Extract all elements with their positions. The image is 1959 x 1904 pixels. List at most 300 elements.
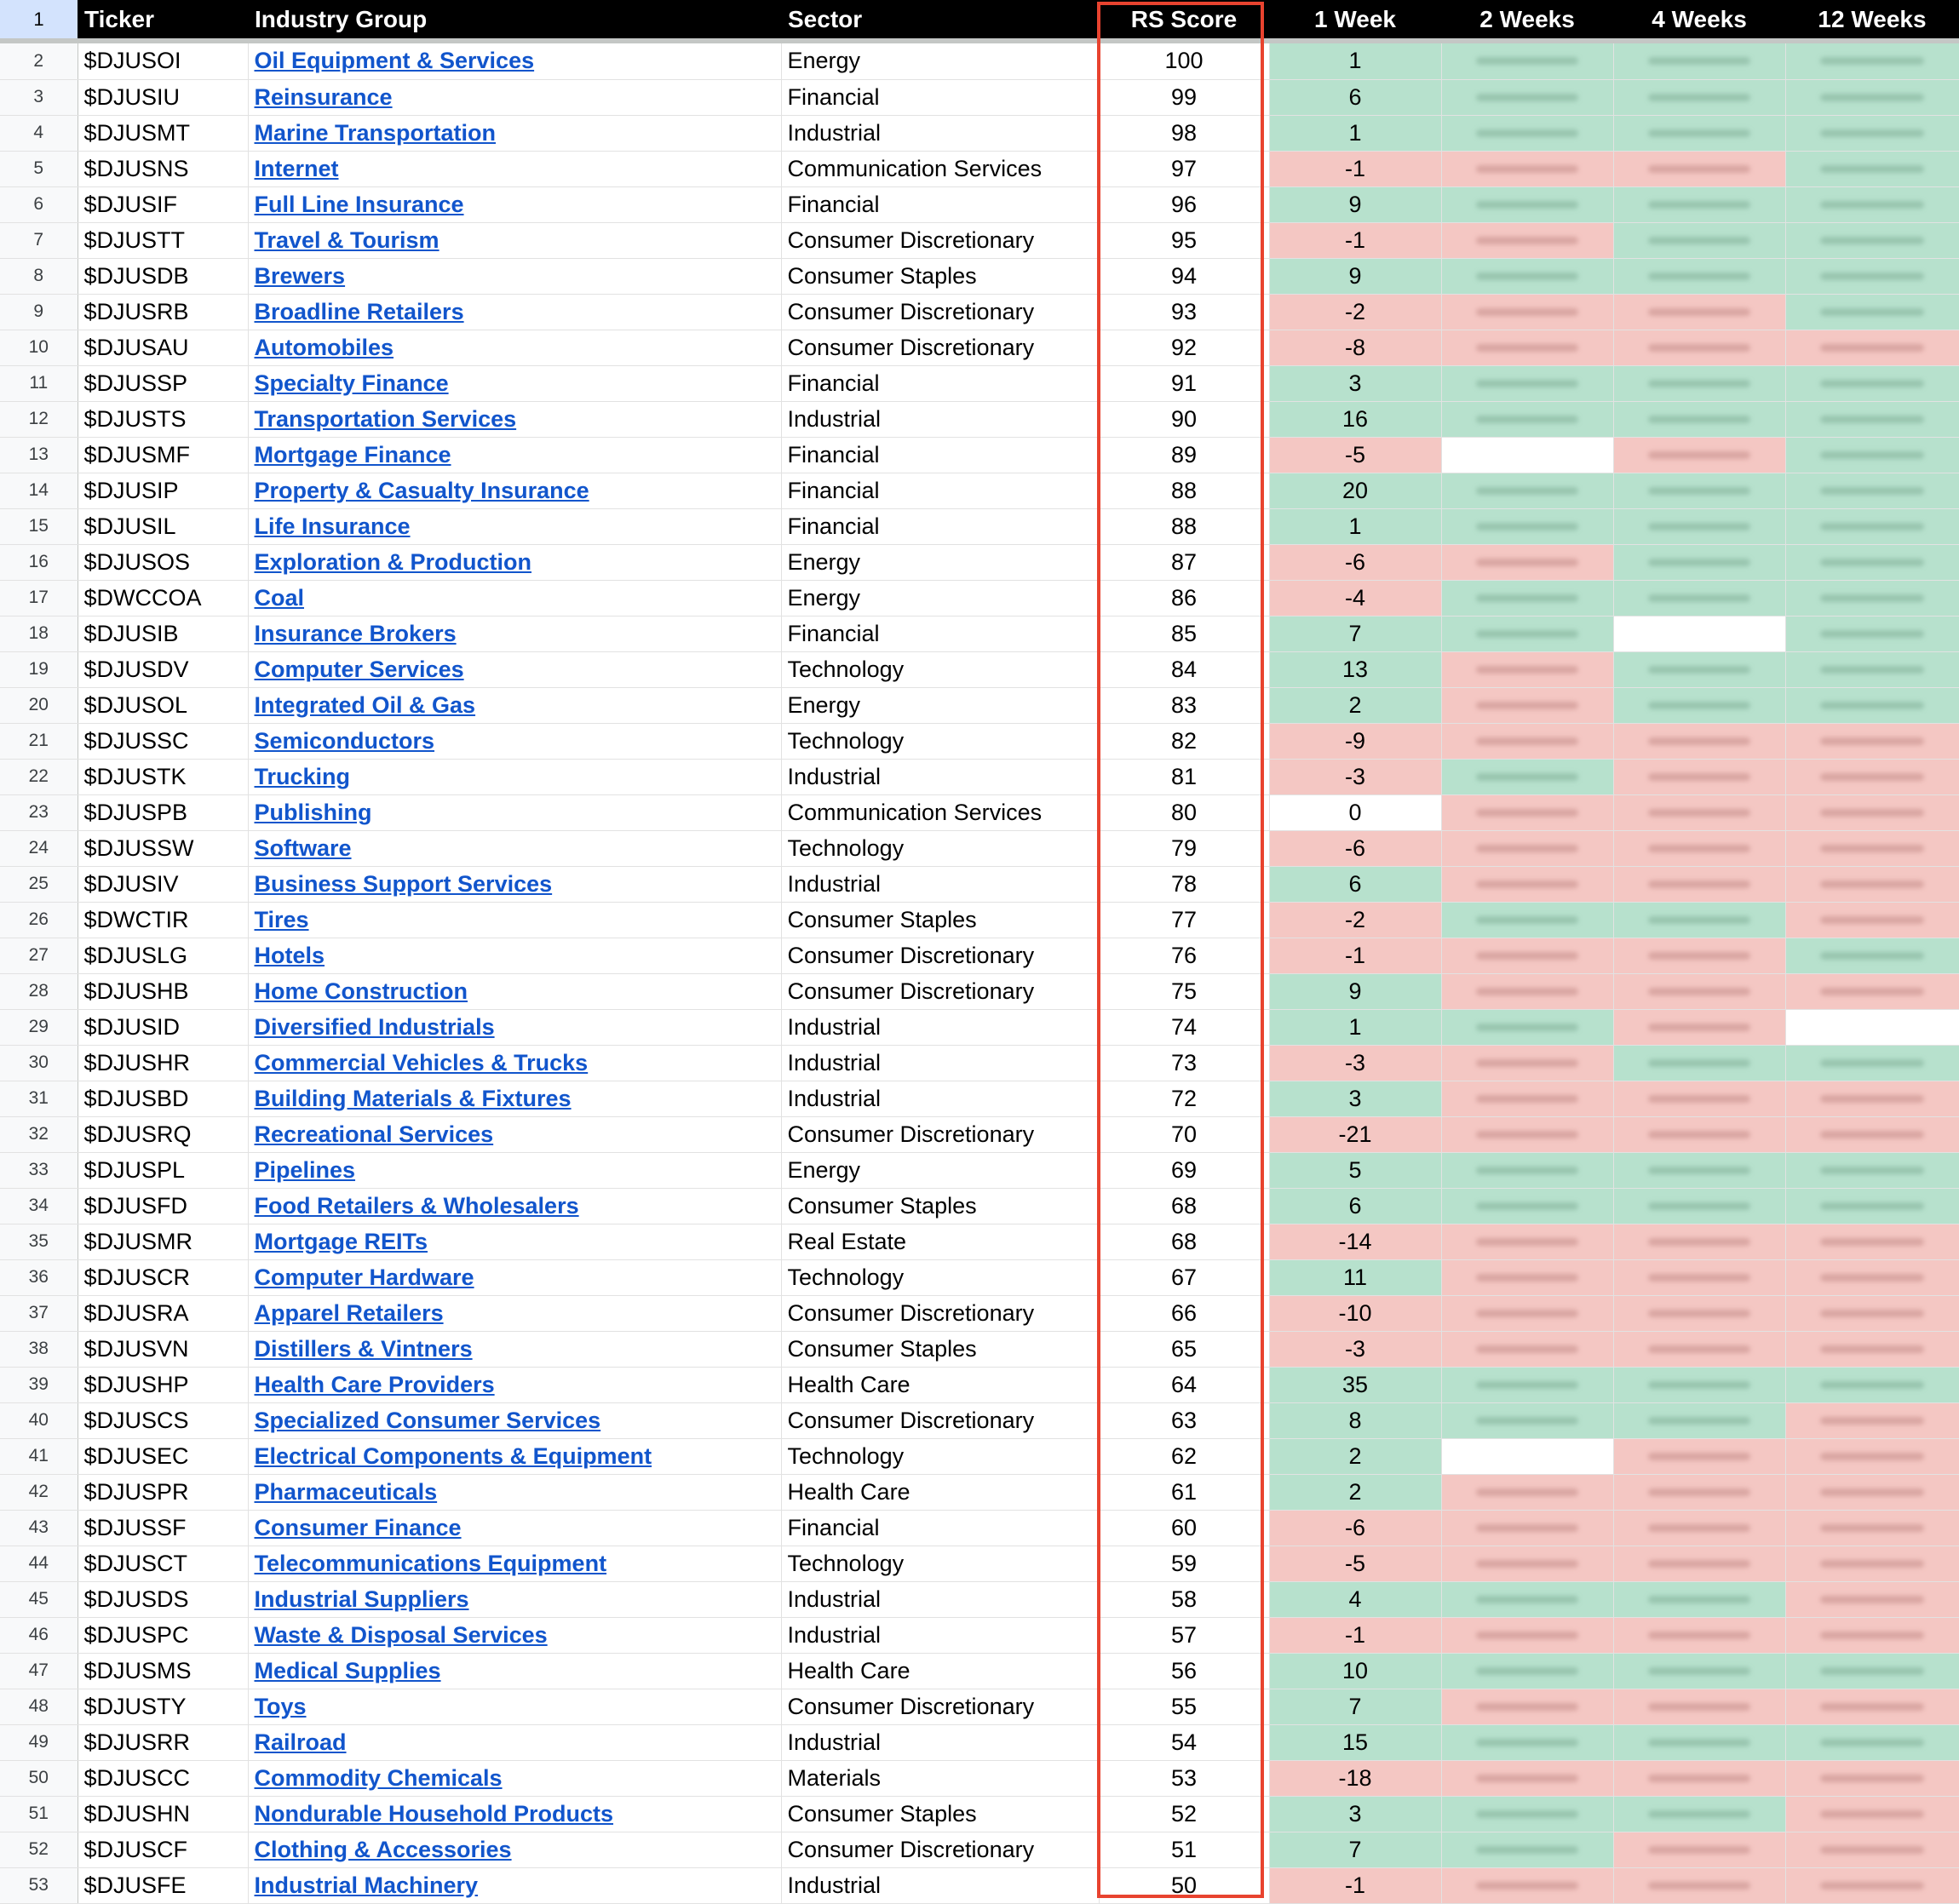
- ticker-cell[interactable]: $DJUSPR: [78, 1474, 248, 1510]
- weeks4-change-cell[interactable]: [1613, 1510, 1785, 1546]
- ticker-cell[interactable]: $DJUSMF: [78, 437, 248, 473]
- industry-group-cell[interactable]: [248, 1045, 781, 1081]
- weeks12-change-cell[interactable]: [1785, 401, 1959, 437]
- week1-change-cell[interactable]: 3: [1269, 1081, 1441, 1116]
- industry-group-cell[interactable]: [248, 759, 781, 794]
- weeks4-change-cell[interactable]: [1613, 1367, 1785, 1402]
- industry-group-cell[interactable]: [248, 186, 781, 222]
- rs-score-cell[interactable]: 84: [1099, 651, 1269, 687]
- industry-group-cell[interactable]: [248, 508, 781, 544]
- weeks4-change-cell[interactable]: [1613, 759, 1785, 794]
- rs-score-cell[interactable]: 94: [1099, 258, 1269, 294]
- weeks2-change-cell[interactable]: [1441, 651, 1613, 687]
- sector-cell[interactable]: Financial: [781, 473, 1099, 508]
- weeks2-change-cell[interactable]: [1441, 580, 1613, 616]
- sector-cell[interactable]: Communication Services: [781, 151, 1099, 186]
- rs-score-cell[interactable]: 83: [1099, 687, 1269, 723]
- industry-group-cell[interactable]: [248, 938, 781, 973]
- weeks12-change-cell[interactable]: [1785, 1617, 1959, 1653]
- sector-cell[interactable]: Financial: [781, 186, 1099, 222]
- sector-cell[interactable]: Consumer Discretionary: [781, 1832, 1099, 1867]
- ticker-cell[interactable]: $DJUSSF: [78, 1510, 248, 1546]
- ticker-cell[interactable]: $DJUSOS: [78, 544, 248, 580]
- industry-group-cell[interactable]: [248, 1331, 781, 1367]
- weeks2-change-cell[interactable]: [1441, 1295, 1613, 1331]
- rs-score-cell[interactable]: 85: [1099, 616, 1269, 651]
- rs-score-cell[interactable]: 51: [1099, 1832, 1269, 1867]
- weeks12-change-cell[interactable]: [1785, 508, 1959, 544]
- rs-score-cell[interactable]: 80: [1099, 794, 1269, 830]
- row-number[interactable]: 25: [0, 866, 78, 902]
- weeks2-change-cell[interactable]: [1441, 508, 1613, 544]
- weeks4-change-cell[interactable]: [1613, 186, 1785, 222]
- row-number[interactable]: 34: [0, 1188, 78, 1224]
- industry-group-cell[interactable]: [248, 437, 781, 473]
- rs-score-cell[interactable]: 67: [1099, 1259, 1269, 1295]
- industry-group-cell[interactable]: [248, 1832, 781, 1867]
- industry-group-link[interactable]: Trucking: [254, 763, 351, 789]
- rs-score-cell[interactable]: 69: [1099, 1152, 1269, 1188]
- rs-score-cell[interactable]: 70: [1099, 1116, 1269, 1152]
- week1-change-cell[interactable]: 11: [1269, 1259, 1441, 1295]
- week1-change-cell[interactable]: 15: [1269, 1724, 1441, 1760]
- row-number[interactable]: 23: [0, 794, 78, 830]
- sector-cell[interactable]: Industrial: [781, 1617, 1099, 1653]
- weeks2-change-cell[interactable]: [1441, 1116, 1613, 1152]
- weeks4-change-cell[interactable]: [1613, 1796, 1785, 1832]
- rs-score-cell[interactable]: 75: [1099, 973, 1269, 1009]
- ticker-cell[interactable]: $DJUSTY: [78, 1689, 248, 1724]
- sector-cell[interactable]: Real Estate: [781, 1224, 1099, 1259]
- sector-cell[interactable]: Financial: [781, 365, 1099, 401]
- rs-score-cell[interactable]: 73: [1099, 1045, 1269, 1081]
- rs-score-cell[interactable]: 68: [1099, 1224, 1269, 1259]
- ticker-cell[interactable]: $DJUSCF: [78, 1832, 248, 1867]
- weeks4-header[interactable]: 4 Weeks: [1613, 0, 1785, 38]
- weeks4-change-cell[interactable]: [1613, 973, 1785, 1009]
- weeks4-change-cell[interactable]: [1613, 294, 1785, 330]
- industry-group-link[interactable]: Telecommunications Equipment: [254, 1550, 607, 1576]
- week1-change-cell[interactable]: -6: [1269, 1510, 1441, 1546]
- row-number[interactable]: 9: [0, 294, 78, 330]
- weeks2-change-cell[interactable]: [1441, 1081, 1613, 1116]
- rs-score-cell[interactable]: 66: [1099, 1295, 1269, 1331]
- sector-cell[interactable]: Energy: [781, 43, 1099, 79]
- weeks4-change-cell[interactable]: [1613, 401, 1785, 437]
- ticker-cell[interactable]: $DJUSRB: [78, 294, 248, 330]
- week1-change-cell[interactable]: 0: [1269, 794, 1441, 830]
- week1-change-cell[interactable]: 3: [1269, 1796, 1441, 1832]
- row-number[interactable]: 24: [0, 830, 78, 866]
- weeks2-change-cell[interactable]: [1441, 1867, 1613, 1903]
- industry-group-link[interactable]: Industrial Suppliers: [254, 1586, 469, 1612]
- industry-group-cell[interactable]: [248, 1116, 781, 1152]
- sector-cell[interactable]: Financial: [781, 79, 1099, 115]
- industry-group-link[interactable]: Travel & Tourism: [254, 227, 439, 253]
- sector-cell[interactable]: Consumer Discretionary: [781, 1295, 1099, 1331]
- row-number[interactable]: 49: [0, 1724, 78, 1760]
- industry-group-link[interactable]: Brewers: [254, 262, 346, 289]
- rs-score-cell[interactable]: 91: [1099, 365, 1269, 401]
- industry-group-cell[interactable]: [248, 580, 781, 616]
- week1-change-cell[interactable]: 10: [1269, 1653, 1441, 1689]
- industry-group-link[interactable]: Hotels: [254, 942, 325, 968]
- industry-group-link[interactable]: Integrated Oil & Gas: [254, 691, 476, 718]
- sector-cell[interactable]: Technology: [781, 830, 1099, 866]
- weeks4-change-cell[interactable]: [1613, 1724, 1785, 1760]
- industry-group-cell[interactable]: [248, 723, 781, 759]
- sector-cell[interactable]: Energy: [781, 1152, 1099, 1188]
- industry-group-cell[interactable]: [248, 1152, 781, 1188]
- weeks2-change-cell[interactable]: [1441, 1546, 1613, 1581]
- industry-group-cell[interactable]: [248, 902, 781, 938]
- industry-group-cell[interactable]: [248, 1367, 781, 1402]
- row-number[interactable]: 38: [0, 1331, 78, 1367]
- weeks2-change-cell[interactable]: [1441, 79, 1613, 115]
- weeks12-change-cell[interactable]: [1785, 1152, 1959, 1188]
- weeks4-change-cell[interactable]: [1613, 1581, 1785, 1617]
- weeks4-change-cell[interactable]: [1613, 1259, 1785, 1295]
- rs-score-cell[interactable]: 86: [1099, 580, 1269, 616]
- week1-change-cell[interactable]: 8: [1269, 1402, 1441, 1438]
- industry-group-cell[interactable]: [248, 794, 781, 830]
- weeks4-change-cell[interactable]: [1613, 473, 1785, 508]
- row-number[interactable]: 50: [0, 1760, 78, 1796]
- rs-score-cell[interactable]: 89: [1099, 437, 1269, 473]
- industry-group-cell[interactable]: [248, 1867, 781, 1903]
- row-number[interactable]: 12: [0, 401, 78, 437]
- industry-group-link[interactable]: Food Retailers & Wholesalers: [254, 1192, 579, 1219]
- industry-group-link[interactable]: Mortgage REITs: [254, 1228, 428, 1254]
- row-number[interactable]: 51: [0, 1796, 78, 1832]
- weeks4-change-cell[interactable]: [1613, 1546, 1785, 1581]
- weeks4-change-cell[interactable]: [1613, 1474, 1785, 1510]
- row-number[interactable]: 40: [0, 1402, 78, 1438]
- week1-change-cell[interactable]: 20: [1269, 473, 1441, 508]
- sector-cell[interactable]: Consumer Discretionary: [781, 1689, 1099, 1724]
- weeks2-change-cell[interactable]: [1441, 1796, 1613, 1832]
- row-number[interactable]: 41: [0, 1438, 78, 1474]
- weeks2-change-cell[interactable]: [1441, 1438, 1613, 1474]
- rs-score-cell[interactable]: 77: [1099, 902, 1269, 938]
- weeks12-change-cell[interactable]: [1785, 651, 1959, 687]
- sector-cell[interactable]: Consumer Discretionary: [781, 294, 1099, 330]
- industry-group-link[interactable]: Consumer Finance: [254, 1514, 462, 1540]
- industry-group-cell[interactable]: [248, 1581, 781, 1617]
- industry-group-cell[interactable]: [248, 544, 781, 580]
- ticker-cell[interactable]: $DJUSLG: [78, 938, 248, 973]
- week1-change-cell[interactable]: -2: [1269, 902, 1441, 938]
- week1-change-cell[interactable]: 7: [1269, 1832, 1441, 1867]
- rs-score-cell[interactable]: 50: [1099, 1867, 1269, 1903]
- weeks2-change-cell[interactable]: [1441, 616, 1613, 651]
- row-number-header[interactable]: 1: [0, 0, 78, 38]
- sector-cell[interactable]: Technology: [781, 1259, 1099, 1295]
- row-number[interactable]: 44: [0, 1546, 78, 1581]
- row-number[interactable]: 19: [0, 651, 78, 687]
- weeks4-change-cell[interactable]: [1613, 437, 1785, 473]
- weeks2-change-cell[interactable]: [1441, 1581, 1613, 1617]
- weeks4-change-cell[interactable]: [1613, 902, 1785, 938]
- week1-change-cell[interactable]: 1: [1269, 115, 1441, 151]
- weeks12-change-cell[interactable]: [1785, 1867, 1959, 1903]
- ticker-cell[interactable]: $DJUSDV: [78, 651, 248, 687]
- industry-group-cell[interactable]: [248, 1402, 781, 1438]
- industry-group-cell[interactable]: [248, 866, 781, 902]
- weeks12-change-cell[interactable]: [1785, 473, 1959, 508]
- weeks2-change-cell[interactable]: [1441, 544, 1613, 580]
- sector-cell[interactable]: Health Care: [781, 1653, 1099, 1689]
- weeks2-change-cell[interactable]: [1441, 1402, 1613, 1438]
- row-number[interactable]: 52: [0, 1832, 78, 1867]
- weeks2-change-cell[interactable]: [1441, 1617, 1613, 1653]
- industry-group-link[interactable]: Semiconductors: [254, 727, 435, 754]
- sector-cell[interactable]: Consumer Discretionary: [781, 330, 1099, 365]
- sector-cell[interactable]: Energy: [781, 580, 1099, 616]
- ticker-cell[interactable]: $DJUSFD: [78, 1188, 248, 1224]
- industry-group-link[interactable]: Nondurable Household Products: [254, 1800, 614, 1827]
- ticker-cell[interactable]: $DJUSEC: [78, 1438, 248, 1474]
- row-number[interactable]: 20: [0, 687, 78, 723]
- row-number[interactable]: 13: [0, 437, 78, 473]
- ticker-cell[interactable]: $DJUSMR: [78, 1224, 248, 1259]
- ticker-cell[interactable]: $DJUSIF: [78, 186, 248, 222]
- weeks2-change-cell[interactable]: [1441, 1367, 1613, 1402]
- weeks12-change-cell[interactable]: [1785, 830, 1959, 866]
- weeks4-change-cell[interactable]: [1613, 1081, 1785, 1116]
- industry-group-link[interactable]: Railroad: [254, 1729, 347, 1755]
- industry-group-link[interactable]: Commodity Chemicals: [254, 1764, 503, 1791]
- row-number[interactable]: 27: [0, 938, 78, 973]
- weeks4-change-cell[interactable]: [1613, 1689, 1785, 1724]
- sector-cell[interactable]: Communication Services: [781, 794, 1099, 830]
- weeks4-change-cell[interactable]: [1613, 258, 1785, 294]
- industry-group-link[interactable]: Commercial Vehicles & Trucks: [254, 1049, 589, 1075]
- row-number[interactable]: 21: [0, 723, 78, 759]
- industry-group-cell[interactable]: [248, 651, 781, 687]
- ticker-cell[interactable]: $DJUSDB: [78, 258, 248, 294]
- weeks12-header[interactable]: 12 Weeks: [1785, 0, 1959, 38]
- weeks4-change-cell[interactable]: [1613, 651, 1785, 687]
- industry-group-cell[interactable]: [248, 687, 781, 723]
- weeks12-change-cell[interactable]: [1785, 1402, 1959, 1438]
- weeks4-change-cell[interactable]: [1613, 1867, 1785, 1903]
- row-number[interactable]: 45: [0, 1581, 78, 1617]
- ticker-header[interactable]: Ticker: [78, 0, 248, 38]
- row-number[interactable]: 17: [0, 580, 78, 616]
- weeks2-change-cell[interactable]: [1441, 973, 1613, 1009]
- weeks2-change-cell[interactable]: [1441, 365, 1613, 401]
- ticker-cell[interactable]: $DJUSIL: [78, 508, 248, 544]
- row-number[interactable]: 48: [0, 1689, 78, 1724]
- row-number[interactable]: 22: [0, 759, 78, 794]
- row-number[interactable]: 16: [0, 544, 78, 580]
- week1-change-cell[interactable]: -5: [1269, 1546, 1441, 1581]
- week1-change-cell[interactable]: 16: [1269, 401, 1441, 437]
- sector-cell[interactable]: Industrial: [781, 1045, 1099, 1081]
- ticker-cell[interactable]: $DJUSPB: [78, 794, 248, 830]
- weeks4-change-cell[interactable]: [1613, 687, 1785, 723]
- week1-change-cell[interactable]: -6: [1269, 544, 1441, 580]
- weeks12-change-cell[interactable]: [1785, 43, 1959, 79]
- week1-change-cell[interactable]: 3: [1269, 365, 1441, 401]
- weeks2-change-cell[interactable]: [1441, 866, 1613, 902]
- row-number[interactable]: 14: [0, 473, 78, 508]
- weeks4-change-cell[interactable]: [1613, 330, 1785, 365]
- sector-cell[interactable]: Financial: [781, 616, 1099, 651]
- weeks4-change-cell[interactable]: [1613, 1760, 1785, 1796]
- industry-group-cell[interactable]: [248, 365, 781, 401]
- industry-group-cell[interactable]: [248, 473, 781, 508]
- weeks12-change-cell[interactable]: [1785, 330, 1959, 365]
- industry-group-link[interactable]: Life Insurance: [254, 513, 411, 539]
- weeks12-change-cell[interactable]: [1785, 973, 1959, 1009]
- weeks12-change-cell[interactable]: [1785, 723, 1959, 759]
- industry-group-cell[interactable]: [248, 1617, 781, 1653]
- industry-group-cell[interactable]: [248, 1295, 781, 1331]
- sector-cell[interactable]: Financial: [781, 437, 1099, 473]
- sector-cell[interactable]: Industrial: [781, 115, 1099, 151]
- week1-change-cell[interactable]: -18: [1269, 1760, 1441, 1796]
- sector-cell[interactable]: Technology: [781, 1546, 1099, 1581]
- week1-change-cell[interactable]: -1: [1269, 1617, 1441, 1653]
- week1-change-cell[interactable]: -9: [1269, 723, 1441, 759]
- week1-change-cell[interactable]: 2: [1269, 1438, 1441, 1474]
- row-number[interactable]: 53: [0, 1867, 78, 1903]
- week1-change-cell[interactable]: -2: [1269, 294, 1441, 330]
- industry-group-cell[interactable]: [248, 1438, 781, 1474]
- weeks2-change-cell[interactable]: [1441, 1009, 1613, 1045]
- industry-group-link[interactable]: Industrial Machinery: [254, 1872, 479, 1898]
- ticker-cell[interactable]: $DJUSCR: [78, 1259, 248, 1295]
- weeks4-change-cell[interactable]: [1613, 1832, 1785, 1867]
- rs-score-cell[interactable]: 64: [1099, 1367, 1269, 1402]
- weeks2-change-cell[interactable]: [1441, 258, 1613, 294]
- sector-cell[interactable]: Financial: [781, 1510, 1099, 1546]
- week1-change-cell[interactable]: -14: [1269, 1224, 1441, 1259]
- industry-group-cell[interactable]: [248, 1510, 781, 1546]
- weeks2-change-cell[interactable]: [1441, 1510, 1613, 1546]
- weeks12-change-cell[interactable]: [1785, 1546, 1959, 1581]
- sector-cell[interactable]: Industrial: [781, 401, 1099, 437]
- weeks4-change-cell[interactable]: [1613, 580, 1785, 616]
- weeks2-change-cell[interactable]: [1441, 473, 1613, 508]
- sector-cell[interactable]: Industrial: [781, 1081, 1099, 1116]
- weeks12-change-cell[interactable]: [1785, 365, 1959, 401]
- ticker-cell[interactable]: $DJUSFE: [78, 1867, 248, 1903]
- weeks2-change-cell[interactable]: [1441, 1045, 1613, 1081]
- ticker-cell[interactable]: $DJUSAU: [78, 330, 248, 365]
- rs-score-cell[interactable]: 54: [1099, 1724, 1269, 1760]
- week1-change-cell[interactable]: -5: [1269, 437, 1441, 473]
- industry-group-link[interactable]: Computer Hardware: [254, 1264, 474, 1290]
- ticker-cell[interactable]: $DJUSRQ: [78, 1116, 248, 1152]
- week1-change-cell[interactable]: 2: [1269, 1474, 1441, 1510]
- weeks4-change-cell[interactable]: [1613, 1152, 1785, 1188]
- weeks4-change-cell[interactable]: [1613, 866, 1785, 902]
- industry-group-cell[interactable]: [248, 1009, 781, 1045]
- rs-score-cell[interactable]: 55: [1099, 1689, 1269, 1724]
- industry-group-link[interactable]: Oil Equipment & Services: [254, 48, 535, 74]
- weeks4-change-cell[interactable]: [1613, 1295, 1785, 1331]
- row-number[interactable]: 29: [0, 1009, 78, 1045]
- week1-change-cell[interactable]: -3: [1269, 1331, 1441, 1367]
- row-number[interactable]: 43: [0, 1510, 78, 1546]
- weeks4-change-cell[interactable]: [1613, 43, 1785, 79]
- week1-change-cell[interactable]: 6: [1269, 866, 1441, 902]
- sector-cell[interactable]: Financial: [781, 508, 1099, 544]
- sector-cell[interactable]: Consumer Staples: [781, 1331, 1099, 1367]
- sector-cell[interactable]: Consumer Discretionary: [781, 1402, 1099, 1438]
- ticker-cell[interactable]: $DJUSDS: [78, 1581, 248, 1617]
- industry-group-cell[interactable]: [248, 616, 781, 651]
- industry-group-link[interactable]: Medical Supplies: [254, 1657, 441, 1683]
- weeks4-change-cell[interactable]: [1613, 115, 1785, 151]
- industry-group-link[interactable]: Pipelines: [254, 1156, 356, 1183]
- weeks4-change-cell[interactable]: [1613, 151, 1785, 186]
- ticker-cell[interactable]: $DJUSID: [78, 1009, 248, 1045]
- rs-score-cell[interactable]: 52: [1099, 1796, 1269, 1832]
- rs-score-cell[interactable]: 93: [1099, 294, 1269, 330]
- weeks12-change-cell[interactable]: [1785, 1331, 1959, 1367]
- weeks2-change-cell[interactable]: [1441, 830, 1613, 866]
- rs-score-cell[interactable]: 68: [1099, 1188, 1269, 1224]
- weeks12-change-cell[interactable]: [1785, 1438, 1959, 1474]
- industry-group-cell[interactable]: [248, 115, 781, 151]
- row-number[interactable]: 30: [0, 1045, 78, 1081]
- weeks4-change-cell[interactable]: [1613, 1045, 1785, 1081]
- weeks12-change-cell[interactable]: [1785, 794, 1959, 830]
- weeks12-change-cell[interactable]: [1785, 1188, 1959, 1224]
- weeks12-change-cell[interactable]: [1785, 437, 1959, 473]
- week1-change-cell[interactable]: 1: [1269, 508, 1441, 544]
- row-number[interactable]: 39: [0, 1367, 78, 1402]
- weeks12-change-cell[interactable]: [1785, 186, 1959, 222]
- week1-change-cell[interactable]: 1: [1269, 43, 1441, 79]
- sector-cell[interactable]: Consumer Staples: [781, 258, 1099, 294]
- weeks4-change-cell[interactable]: [1613, 723, 1785, 759]
- weeks4-change-cell[interactable]: [1613, 1653, 1785, 1689]
- weeks2-change-cell[interactable]: [1441, 1832, 1613, 1867]
- ticker-cell[interactable]: $DJUSSC: [78, 723, 248, 759]
- rs-score-cell[interactable]: 100: [1099, 43, 1269, 79]
- rs-score-cell[interactable]: 99: [1099, 79, 1269, 115]
- week1-change-cell[interactable]: -3: [1269, 1045, 1441, 1081]
- week1-change-cell[interactable]: -3: [1269, 759, 1441, 794]
- rs-score-cell[interactable]: 97: [1099, 151, 1269, 186]
- industry-group-cell[interactable]: [248, 151, 781, 186]
- ticker-cell[interactable]: $DJUSOL: [78, 687, 248, 723]
- industry-group-link[interactable]: Coal: [254, 584, 305, 611]
- industry-group-link[interactable]: Insurance Brokers: [254, 620, 457, 646]
- weeks12-change-cell[interactable]: [1785, 115, 1959, 151]
- rs-score-cell[interactable]: 59: [1099, 1546, 1269, 1581]
- row-number[interactable]: 11: [0, 365, 78, 401]
- industry-group-link[interactable]: Clothing & Accessories: [254, 1836, 512, 1862]
- weeks4-change-cell[interactable]: [1613, 544, 1785, 580]
- weeks12-change-cell[interactable]: [1785, 544, 1959, 580]
- row-number[interactable]: 32: [0, 1116, 78, 1152]
- ticker-cell[interactable]: $DJUSMT: [78, 115, 248, 151]
- weeks12-change-cell[interactable]: [1785, 1116, 1959, 1152]
- sector-cell[interactable]: Industrial: [781, 759, 1099, 794]
- weeks12-change-cell[interactable]: [1785, 902, 1959, 938]
- weeks2-change-cell[interactable]: [1441, 43, 1613, 79]
- weeks2-header[interactable]: 2 Weeks: [1441, 0, 1613, 38]
- sector-cell[interactable]: Energy: [781, 544, 1099, 580]
- industry-group-cell[interactable]: [248, 973, 781, 1009]
- weeks4-change-cell[interactable]: [1613, 222, 1785, 258]
